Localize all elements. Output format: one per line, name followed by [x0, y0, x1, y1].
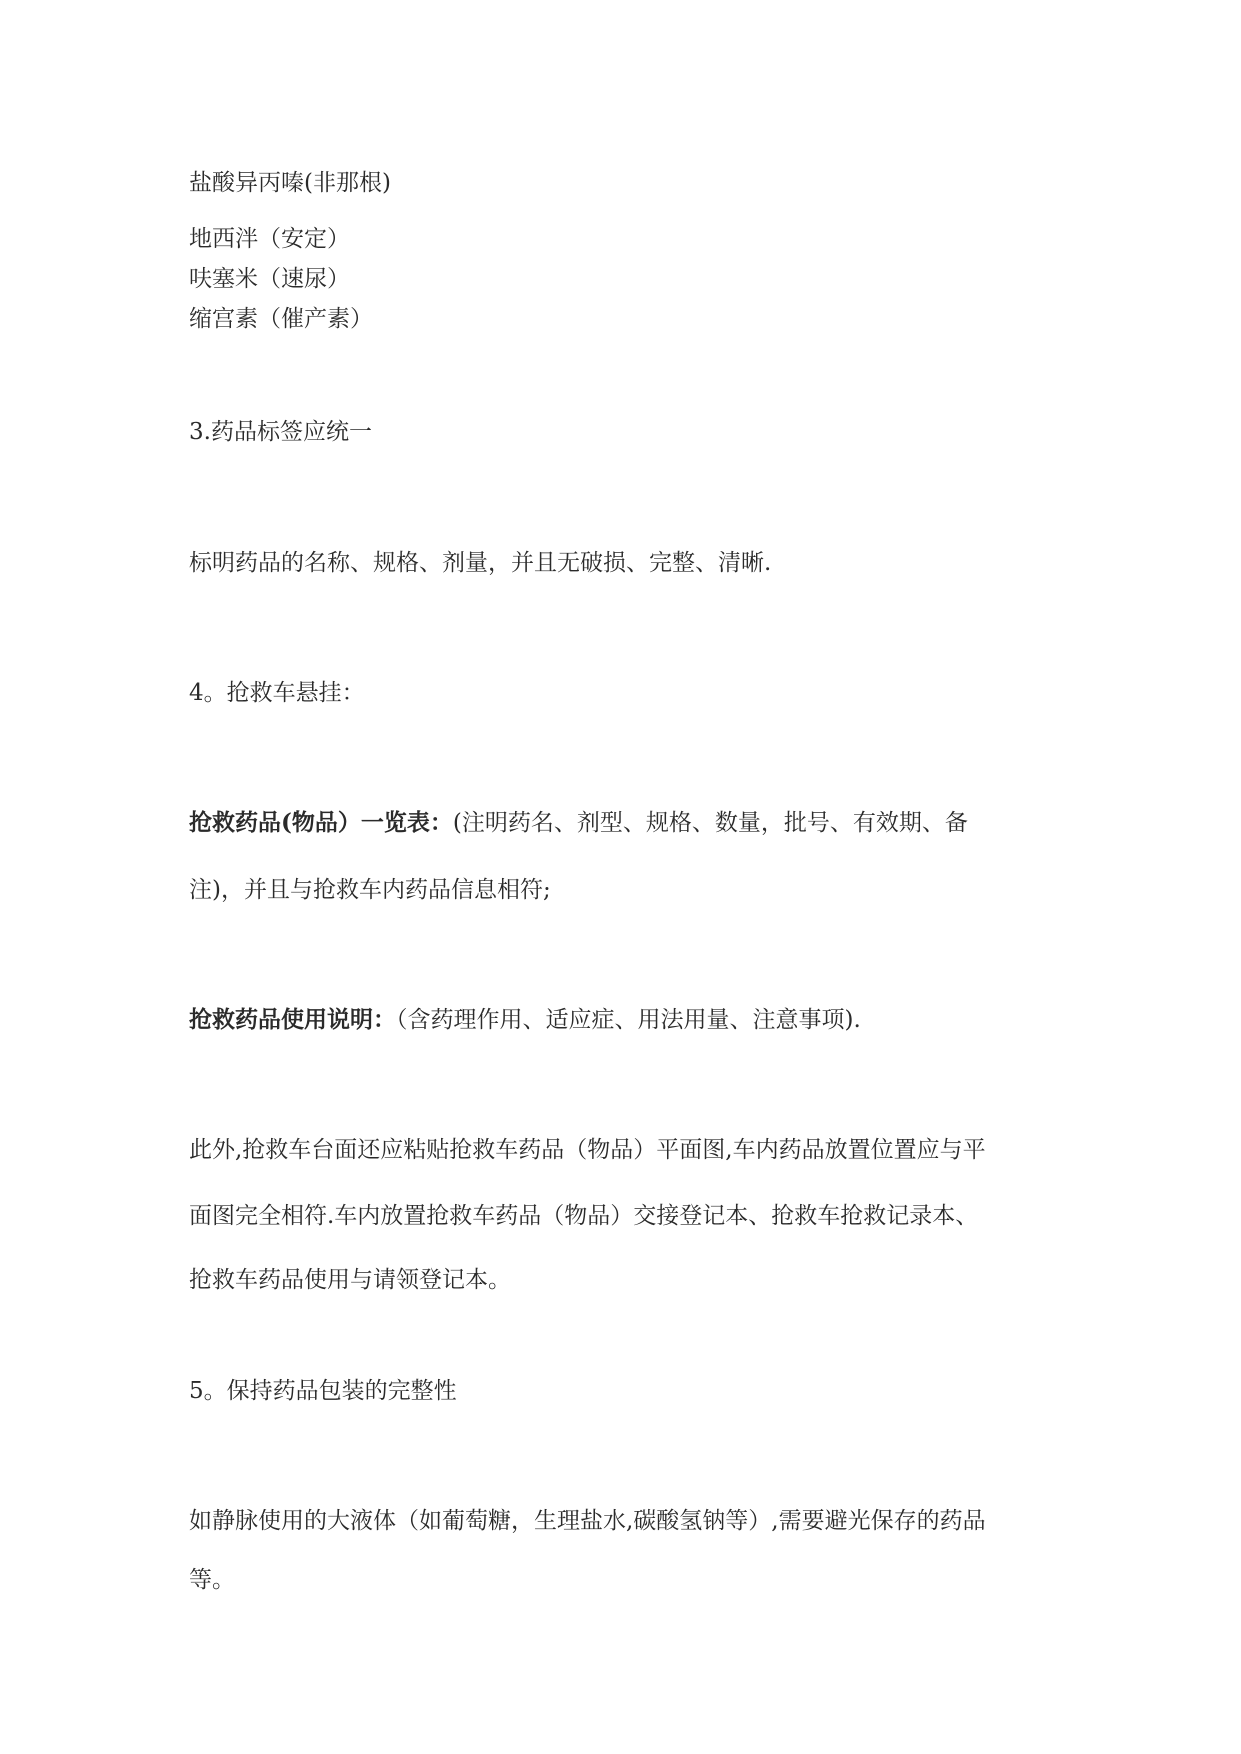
- drug-list-item: 呋塞米（速尿）: [189, 266, 350, 292]
- section-5-heading: 5。保持药品包装的完整性: [189, 1378, 457, 1404]
- section-5-body-line: 如静脉使用的大液体（如葡萄糖，生理盐水,碳酸氢钠等）,需要避光保存的药品: [189, 1508, 986, 1534]
- section-5-body-line: 等。: [189, 1567, 235, 1593]
- section-4-item1-label: 抢救药品(物品）一览表：: [189, 809, 453, 836]
- section-4-extra-line: 面图完全相符.车内放置抢救车药品（物品）交接登记本、抢救车抢救记录本、: [189, 1203, 979, 1229]
- section-4-heading: 4。抢救车悬挂：: [189, 680, 365, 706]
- drug-list-item: 缩宫素（催产素）: [189, 306, 373, 332]
- section-4-item1-text: (注明药名、剂型、规格、数量，批号、有效期、备: [452, 810, 968, 836]
- section-4-item2: [189, 1005, 1069, 1035]
- section-4-item1-line1: [189, 808, 1069, 838]
- section-4-extra-line: 抢救车药品使用与请领登记本。: [189, 1267, 511, 1293]
- section-4-item1-line2: 注)，并且与抢救车内药品信息相符;: [189, 877, 551, 903]
- section-4-extra-line: 此外,抢救车台面还应粘贴抢救车药品（物品）平面图,车内药品放置位置应与平: [189, 1137, 986, 1163]
- section-3-heading: 3.药品标签应统一: [189, 419, 372, 445]
- section-3-body: 标明药品的名称、规格、剂量，并且无破损、完整、清晰.: [189, 550, 772, 576]
- section-4-item2-label: 抢救药品使用说明：: [189, 1006, 396, 1033]
- section-4-item2-text: （含药理作用、适应症、用法用量、注意事项).: [396, 1007, 861, 1033]
- drug-list-item: 地西泮（安定）: [189, 226, 350, 252]
- drug-list-item: 盐酸异丙嗪(非那根): [189, 170, 391, 196]
